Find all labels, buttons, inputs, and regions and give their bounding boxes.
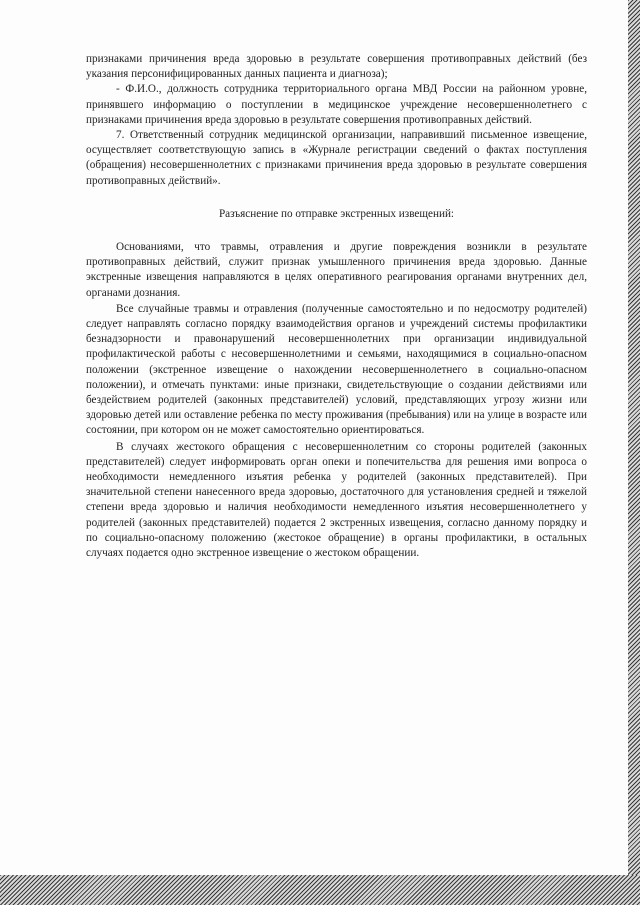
paragraph-item-7: 7. Ответственный сотрудник медицинской организации, направивший письменное извещение, осуществляет соответствующую запись в «Журнале регистрации сведений о фактах поступления (обращения) несовершеннолетних с признаками причинения вреда здоровью в результате совершения противоправных действий». — [86, 129, 587, 187]
scan-border-bottom — [0, 875, 640, 905]
paragraph-cruel-treatment: В случаях жестокого обращения с несовершеннолетним со стороны родителей (законных представителей) следует информировать орган опеки и попечительства для решения ими вопроса о необходимости немедленного изъятия ребенка у родителей (законных представителей). При значительной степени нанесенного вреда здоровью, достаточного для установления средней и тяжелой степени вреда здоровью и наличия необходимости немедленного изъятия несовершеннолетнего у родителей (законных представителей) подается 2 экстренных извещения, согласно данному порядку и по социально-опасному положению (жестокое обращение) в органы профилактики, в остальных случаях подается одно экстренное извещение о жестоком обращении. — [86, 440, 587, 560]
paragraph-official-name: - Ф.И.О., должность сотрудника территориального органа МВД России на районном уровне, принявшего информацию о поступлении в медицинское учреждение несовершеннолетнего с признаками причинения вреда здоровью в результате совершения противоправных действий. — [86, 83, 587, 126]
paragraph-accidental-injuries: Все случайные травмы и отравления (полученные самостоятельно и по недосмотру родителей) следует направлять согласно порядку взаимодействия органов и учреждений системы профилактики безнадзорности и правонарушений несовершеннолетних при организации индивидуальной профилактической работы с несовершеннолетними и семьями, находящимися в социально-опасном положении (экстренное извещение о нахождении несовершеннолетнего в социально-опасном положении), и отмечать пунктами: иные признаки, свидетельствующие о создании действиями или бездействием родителей (законных представителей) условий, представляющих угрозу жизни или здоровью детей или оставление ребенка по месту проживания (пребывания) или на улице в возрасте или состоянии, при котором он не может самостоятельно ориентироваться. — [86, 302, 587, 437]
scan-border-right — [628, 0, 640, 905]
paragraph-grounds: Основаниями, что травмы, отравления и другие повреждения возникли в результате противоправных действий, служит признак умышленного причинения вреда здоровью. Данные экстренные извещения направляются в целях оперативного реагирования органами внутренних дел, органами дознания. — [86, 241, 587, 299]
paragraph-continuation: признаками причинения вреда здоровью в результате совершения противоправных действий (без указания персонифицированных данных пациента и диагноза); — [86, 53, 587, 81]
document-body — [86, 52, 587, 561]
section-heading: Разъяснение по отправке экстренных извещений: — [218, 207, 455, 220]
